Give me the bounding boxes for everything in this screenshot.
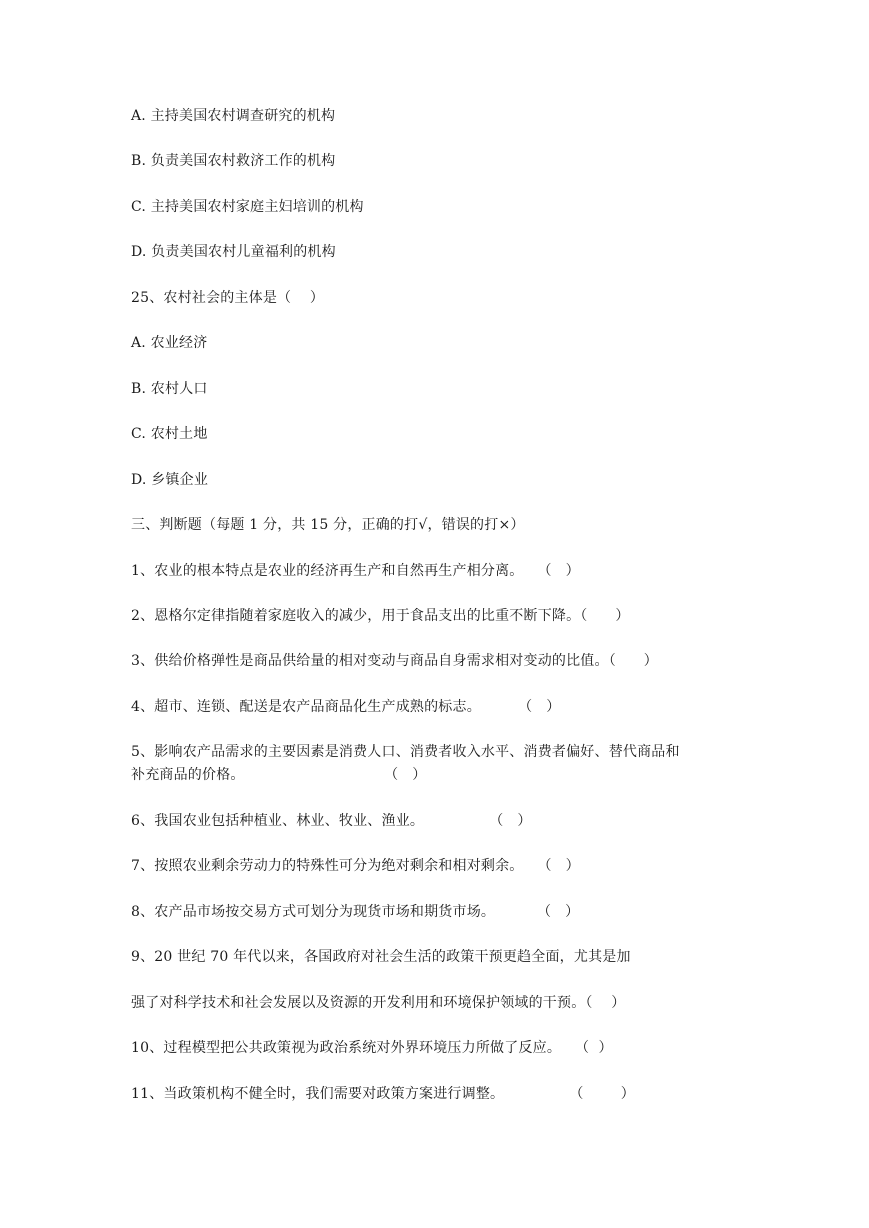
option-d-q25: D. 乡镇企业 xyxy=(131,472,209,488)
tf-question-2: 2、恩格尔定律指随着家庭收入的减少，用于食品支出的比重不断下降。（ ） xyxy=(131,608,630,624)
option-d-q24: D. 负责美国农村儿童福利的机构 xyxy=(131,244,336,260)
question-25: 25、农村社会的主体是（ ） xyxy=(131,290,325,306)
section-heading-true-false: 三、判断题（每题 1 分，共 15 分，正确的打√，错误的打×） xyxy=(131,517,525,533)
option-a-q25: A. 农业经济 xyxy=(131,335,208,351)
option-c-q25: C. 农村土地 xyxy=(131,426,208,442)
option-b-q24: B. 负责美国农村救济工作的机构 xyxy=(131,153,336,169)
option-b-q25: B. 农村人口 xyxy=(131,381,208,397)
tf-question-6: 6、我国农业包括种植业、林业、牧业、渔业。 （ ） xyxy=(131,813,532,829)
tf-question-9-line-1: 9、20 世纪 70 年代以来，各国政府对社会生活的政策干预更趋全面，尤其是加 xyxy=(131,949,631,965)
option-c-q24: C. 主持美国农村家庭主妇培训的机构 xyxy=(131,199,364,215)
tf-question-11: 11、当政策机构不健全时，我们需要对政策方案进行调整。 （ ） xyxy=(131,1086,635,1102)
option-a-q24: A. 主持美国农村调查研究的机构 xyxy=(131,108,336,124)
tf-question-5-line-2: 补充商品的价格。 （ ） xyxy=(131,767,427,783)
tf-question-9-line-2: 强了对科学技术和社会发展以及资源的开发利用和环境保护领域的干预。（ ） xyxy=(131,995,626,1011)
tf-question-8: 8、农产品市场按交易方式可划分为现货市场和期货市场。 （ ） xyxy=(131,904,580,920)
tf-question-3: 3、供给价格弹性是商品供给量的相对变动与商品自身需求相对变动的比值。（ ） xyxy=(131,653,659,669)
tf-question-4: 4、超市、连锁、配送是农产品商品化生产成熟的标志。 （ ） xyxy=(131,699,561,715)
tf-question-7: 7、按照农业剩余劳动力的特殊性可分为绝对剩余和相对剩余。 （ ） xyxy=(131,858,580,874)
tf-question-5-line-1: 5、影响农产品需求的主要因素是消费人口、消费者收入水平、消费者偏好、替代商品和 xyxy=(131,744,680,760)
tf-question-10: 10、过程模型把公共政策视为政治系统对外界环境压力所做了反应。 （ ） xyxy=(131,1040,613,1056)
tf-question-1: 1、农业的根本特点是农业的经济再生产和自然再生产相分离。 （ ） xyxy=(131,563,580,579)
